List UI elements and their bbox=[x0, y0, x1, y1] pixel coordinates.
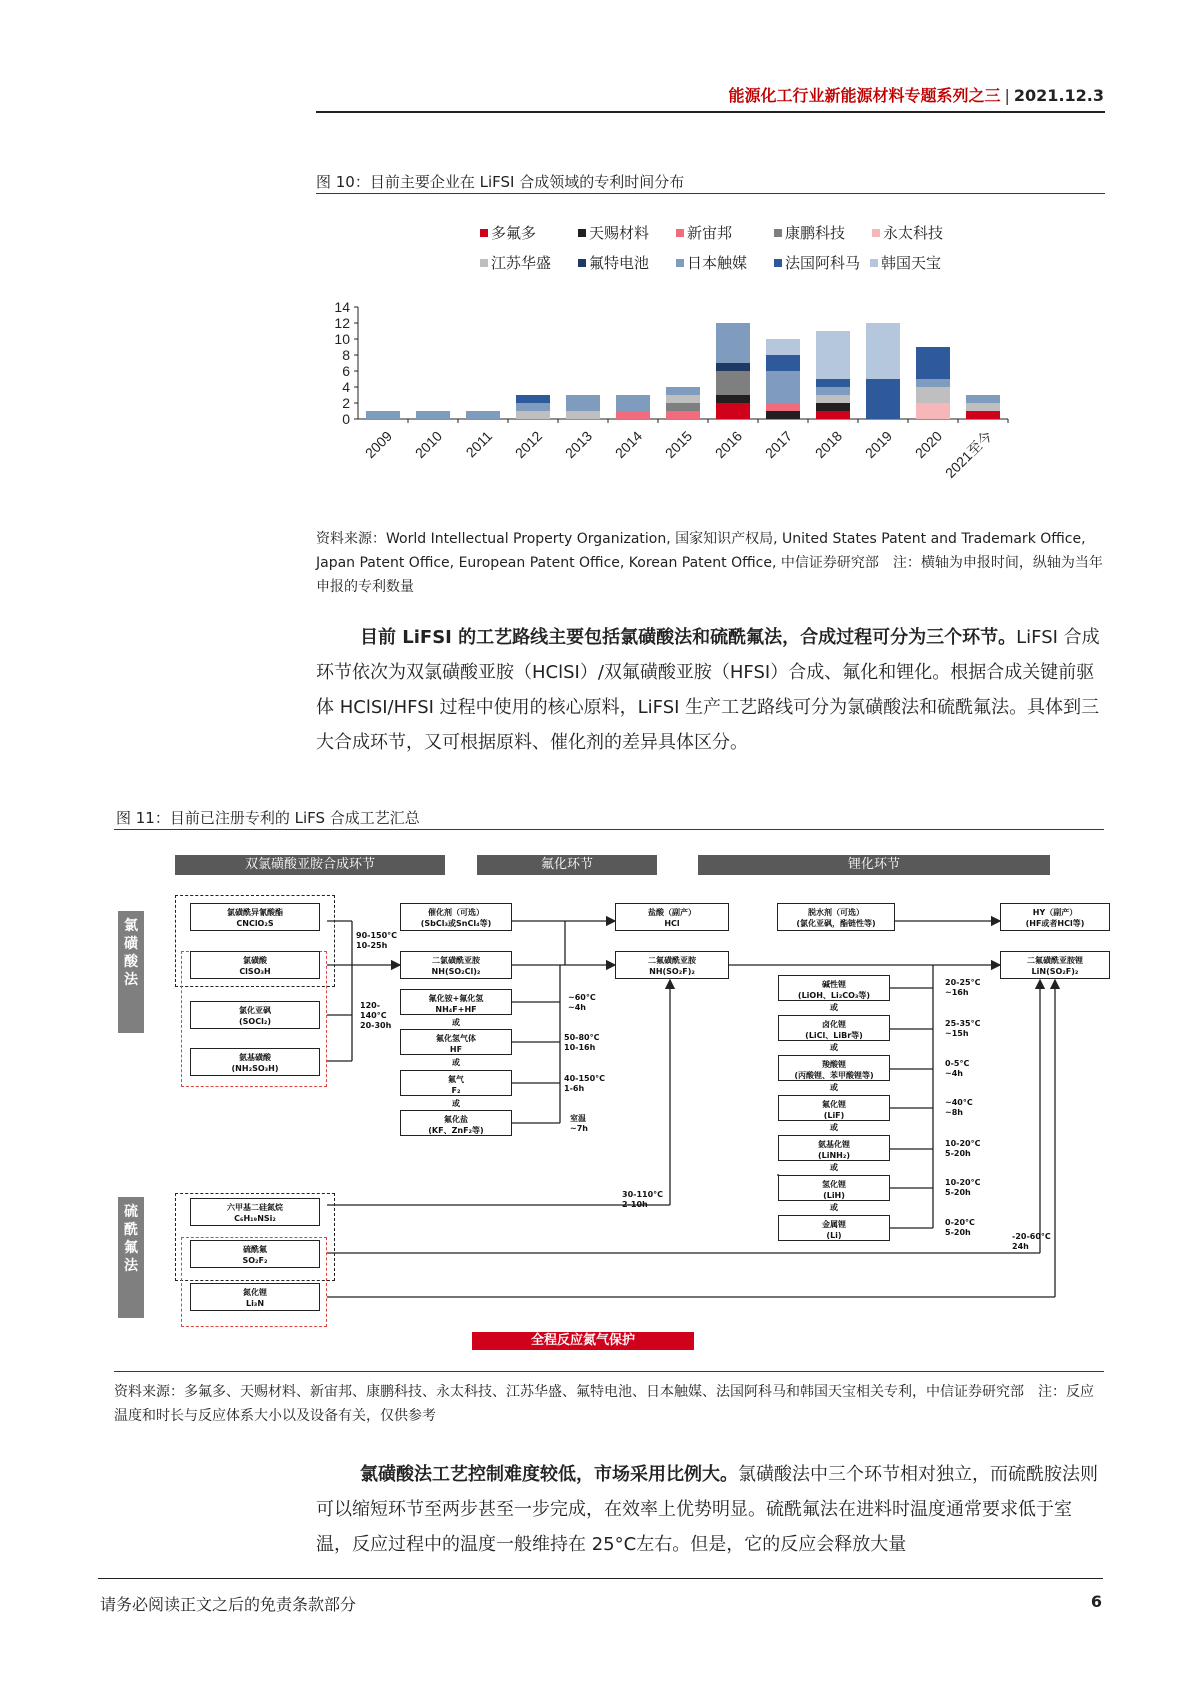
or-label: 或 bbox=[830, 1163, 838, 1172]
condition-temp: 25-35°C bbox=[945, 1019, 981, 1028]
box-li3n-formula: Li₃N bbox=[245, 1299, 265, 1308]
condition-time: 10-16h bbox=[564, 1043, 596, 1052]
footer-disclaimer: 请务必阅读正文之后的免责条款部分 bbox=[100, 1595, 357, 1614]
y-tick-label: 12 bbox=[334, 315, 350, 331]
condition-time: ~4h bbox=[568, 1003, 586, 1012]
box-lioh-name: 碱性锂 bbox=[822, 980, 846, 989]
x-tick-label: 2016 bbox=[711, 427, 746, 462]
box-lif-name: 氟化锂 bbox=[822, 1100, 846, 1109]
box-li-formula: (Li) bbox=[826, 1231, 842, 1240]
box-socl2-formula: (SOCl₂) bbox=[239, 1017, 271, 1026]
figure10-source: 资料来源：World Intellectual Property Organization, 国家知识产权局, United States Patent and Trademark Office, Japan Patent Office, European Patent Office, Korean Patent Office, 中信证券研究部 注：横轴为申报时间，纵轴为当年申报的专利数量 bbox=[316, 531, 1103, 595]
box-hmds bbox=[190, 1198, 320, 1226]
box-hf-formula: HF bbox=[449, 1045, 463, 1054]
condition-label bbox=[945, 1178, 980, 1198]
condition-label bbox=[360, 1001, 391, 1031]
box-f2-formula: F₂ bbox=[451, 1086, 461, 1095]
or-label: 或 bbox=[830, 1123, 838, 1132]
box-carboxylate-name: 羧酸锂 bbox=[822, 1060, 846, 1069]
condition-label bbox=[564, 1033, 599, 1053]
condition-label bbox=[945, 1098, 973, 1118]
box-hy-formula: (HF或者HCl等) bbox=[1025, 919, 1085, 928]
box-linh2 bbox=[778, 1135, 890, 1161]
condition-time: 20-30h bbox=[360, 1021, 392, 1030]
box-li bbox=[778, 1215, 890, 1241]
x-tick-label: 2018 bbox=[811, 427, 846, 462]
box-cnclo2s-name: 氯磺酰异氰酸酯 bbox=[227, 908, 283, 917]
box-nh4f bbox=[400, 989, 512, 1015]
or-label: 或 bbox=[830, 1203, 838, 1212]
page-number: 6 bbox=[1090, 1592, 1102, 1611]
box-li3n bbox=[190, 1283, 320, 1311]
condition-temp: 0-20°C bbox=[945, 1218, 975, 1227]
box-lih-name: 氢化锂 bbox=[822, 1180, 846, 1189]
stage-bar-lithiation: 锂化环节 bbox=[698, 855, 1050, 875]
legend-label: 新宙邦 bbox=[687, 224, 733, 242]
condition-time: 10-25h bbox=[356, 941, 388, 950]
box-lif-formula: (LiF) bbox=[823, 1111, 845, 1120]
box-hmds-formula: C₆H₁₉NSi₂ bbox=[234, 1214, 276, 1223]
x-tick-label: 2017 bbox=[761, 427, 796, 462]
condition-label bbox=[570, 1114, 588, 1134]
y-tick-label: 8 bbox=[342, 347, 350, 363]
legend-label: 永太科技 bbox=[883, 224, 944, 242]
box-socl2 bbox=[190, 1001, 320, 1029]
box-lih-formula: (LiH) bbox=[823, 1191, 845, 1200]
legend-label: 法国阿科马 bbox=[785, 254, 861, 272]
legend-label: 江苏华盛 bbox=[491, 254, 552, 272]
or-label: 或 bbox=[830, 1043, 838, 1052]
stage-bar-fluorination: 氟化环节 bbox=[477, 855, 657, 875]
box-dehydrant-formula: (氯化亚砜，酯链性等) bbox=[796, 919, 876, 928]
condition-temp: 0-5°C bbox=[945, 1059, 970, 1068]
box-lioh-formula: (LiOH、Li₂CO₃等) bbox=[797, 991, 871, 1000]
figure11-bottom-rule bbox=[114, 1371, 1104, 1372]
stage-bar-synthesis: 双氯磺酸亚胺合成环节 bbox=[175, 855, 445, 875]
box-hy bbox=[1000, 903, 1110, 931]
condition-label bbox=[622, 1190, 663, 1210]
condition-temp: 室温 bbox=[570, 1114, 586, 1123]
y-tick-label: 0 bbox=[342, 411, 350, 427]
box-hfsi-name: 二氟磺酰亚胺 bbox=[648, 956, 696, 965]
condition-label bbox=[564, 1074, 605, 1094]
legend-label: 氟特电池 bbox=[589, 254, 650, 272]
box-catalyst bbox=[400, 903, 512, 931]
box-so2f2-formula: SO₂F₂ bbox=[242, 1256, 268, 1265]
box-clso3h bbox=[190, 951, 320, 979]
condition-time: 1-6h bbox=[564, 1084, 585, 1093]
x-tick-label: 2015 bbox=[661, 427, 696, 462]
legend-label: 天赐材料 bbox=[589, 224, 650, 242]
condition-temp: 10-20°C bbox=[945, 1139, 981, 1148]
x-tick-label: 2012 bbox=[511, 427, 546, 462]
y-tick-label: 4 bbox=[342, 379, 350, 395]
x-tick-label: 2014 bbox=[611, 427, 646, 462]
or-label: 或 bbox=[830, 1003, 838, 1012]
condition-temp: -20-60°C bbox=[1012, 1232, 1051, 1241]
condition-time: ~15h bbox=[945, 1029, 969, 1038]
paragraph-2-lead: 氯磺酸法工艺控制难度较低，市场采用比例大。 bbox=[360, 1464, 738, 1485]
box-lioh bbox=[778, 975, 890, 1001]
figure10-title: 图 10：目前主要企业在 LiFSI 合成领域的专利时间分布 bbox=[316, 173, 685, 191]
box-carboxylate-formula: (丙酸锂、苯甲酸锂等) bbox=[794, 1071, 874, 1080]
box-hclsi-formula: NH(SO₂Cl)₂ bbox=[431, 967, 481, 976]
condition-temp: 20-25°C bbox=[945, 978, 981, 987]
paragraph-1-lead: 目前 LiFSI 的工艺路线主要包括氯磺酸法和硫酰氟法，合成过程可分为三个环节。 bbox=[360, 627, 1017, 648]
or-label: 或 bbox=[452, 1099, 460, 1108]
box-hmds-name: 六甲基二硅氮烷 bbox=[227, 1203, 283, 1212]
legend-label: 日本触媒 bbox=[687, 254, 748, 272]
condition-time: 5-20h bbox=[945, 1149, 971, 1158]
condition-time: 24h bbox=[1012, 1242, 1029, 1251]
box-catalyst-name: 催化剂（可选） bbox=[428, 908, 484, 917]
box-hf bbox=[400, 1029, 512, 1055]
condition-temp: 120- bbox=[360, 1001, 381, 1010]
box-hfsi bbox=[615, 951, 729, 979]
condition-label bbox=[1012, 1232, 1051, 1252]
box-nh2so3h bbox=[190, 1048, 320, 1076]
figure11-title: 图 11：目前已注册专利的 LiFS 合成工艺汇总 bbox=[116, 809, 420, 827]
box-nh2so3h-formula: (NH₂SO₃H) bbox=[231, 1064, 279, 1073]
box-nh4f-formula: NH₄F+HF bbox=[435, 1005, 477, 1014]
footer-rule bbox=[98, 1578, 1103, 1579]
box-kf-formula: (KF、ZnF₂等) bbox=[428, 1126, 484, 1135]
x-tick-label: 2009 bbox=[361, 427, 396, 462]
side-label-sulfuryl-fluoride: 硫酰氟法 bbox=[118, 1197, 144, 1318]
box-dehydrant bbox=[777, 903, 895, 931]
condition-temp-2: 140°C bbox=[360, 1011, 387, 1020]
side-label-chlorosulfonic: 氯磺酸法 bbox=[118, 911, 144, 1033]
box-hy-name: HY（副产） bbox=[1032, 908, 1078, 917]
y-tick-label: 2 bbox=[342, 395, 350, 411]
condition-label bbox=[945, 1059, 969, 1079]
box-f2 bbox=[400, 1070, 512, 1096]
report-title: 能源化工行业新能源材料专题系列之三 bbox=[728, 86, 1001, 105]
condition-temp: ~60°C bbox=[568, 993, 596, 1002]
x-tick-label: 2020 bbox=[911, 427, 946, 462]
x-tick-label: 2011 bbox=[462, 427, 496, 461]
condition-time: ~8h bbox=[945, 1108, 963, 1117]
x-tick-label: 2019 bbox=[861, 427, 896, 462]
legend-label: 韩国天宝 bbox=[881, 254, 942, 272]
report-date: 2021.12.3 bbox=[1013, 86, 1104, 105]
box-hfsi-formula: NH(SO₂F)₂ bbox=[649, 967, 695, 976]
condition-time: ~4h bbox=[945, 1069, 963, 1078]
legend-label: 多氟多 bbox=[491, 224, 537, 242]
condition-label bbox=[945, 978, 980, 998]
box-licl-name: 卤化锂 bbox=[822, 1020, 846, 1029]
condition-temp: 40-150°C bbox=[564, 1074, 606, 1083]
or-label: 或 bbox=[452, 1058, 460, 1067]
condition-time: ~7h bbox=[570, 1124, 588, 1133]
box-socl2-name: 氯化亚砜 bbox=[239, 1006, 271, 1015]
box-cnclo2s-formula: CNClO₂S bbox=[236, 919, 274, 928]
condition-label bbox=[945, 1218, 975, 1238]
box-hclsi-name: 二氯磺酰亚胺 bbox=[432, 956, 480, 965]
condition-time: 5-20h bbox=[945, 1228, 971, 1237]
condition-time: 2-10h bbox=[622, 1200, 648, 1209]
condition-temp: 50-80°C bbox=[564, 1033, 600, 1042]
box-hcl-formula: HCl bbox=[664, 919, 680, 928]
box-kf bbox=[400, 1110, 512, 1136]
paragraph-2-body: 氯磺酸法中三个环节相对独立，而硫酰胺法则可以缩短环节至两步甚至一步完成，在效率上优势明显。硫酰氟法在进料时温度通常要求低于室温，反应过程中的温度一般维持在 25°C左右。但是，它的反应会释放大量 bbox=[316, 1464, 1098, 1555]
box-li-name: 金属锂 bbox=[822, 1220, 846, 1229]
box-hcl-name: 盐酸（副产） bbox=[648, 908, 696, 917]
nitrogen-protection-bar: 全程反应氮气保护 bbox=[472, 1332, 694, 1350]
box-nh4f-name: 氟化铵+氟化氢 bbox=[428, 994, 484, 1003]
box-licl-formula: (LiCl、LiBr等) bbox=[805, 1031, 863, 1040]
or-label: 或 bbox=[830, 1083, 838, 1092]
box-linh2-formula: (LiNH₂) bbox=[817, 1151, 851, 1160]
condition-label bbox=[568, 993, 596, 1013]
box-kf-name: 氟化盐 bbox=[444, 1115, 468, 1124]
condition-label bbox=[945, 1019, 980, 1039]
y-tick-label: 14 bbox=[334, 299, 350, 315]
y-tick-label: 6 bbox=[342, 363, 350, 379]
box-f2-name: 氟气 bbox=[448, 1075, 464, 1084]
condition-temp: 30-110°C bbox=[622, 1190, 664, 1199]
condition-time: ~16h bbox=[945, 988, 969, 997]
box-cnclo2s bbox=[190, 903, 320, 931]
box-lif bbox=[778, 1095, 890, 1121]
box-catalyst-formula: (SbCl₃或SnCl₄等) bbox=[420, 919, 492, 928]
x-tick-label: 2010 bbox=[411, 427, 446, 462]
box-li3n-name: 氮化锂 bbox=[243, 1288, 267, 1297]
box-hf-name: 氟化氢气体 bbox=[436, 1034, 476, 1043]
x-tick-label: 2013 bbox=[561, 427, 596, 462]
box-dehydrant-name: 脱水剂（可选） bbox=[808, 908, 864, 917]
figure11-source: 资料来源：多氟多、天赐材料、新宙邦、康鹏科技、永太科技、江苏华盛、氟特电池、日本触媒、法国阿科马和韩国天宝相关专利，中信证券研究部 注：反应温度和时长与反应体系大小以及设备有关，仅供参考 bbox=[114, 1384, 1094, 1424]
paragraph-1-body: LiFSI 合成环节依次为双氯磺酸亚胺（HClSI）/双氟磺酸亚胺（HFSI）合成、氟化和锂化。根据合成关键前驱体 HClSI/HFSI 过程中使用的核心原料，LiFSI 生产工艺路线可分为氯磺酸法和硫酰氟法。具体到三大合成环节，又可根据原料、催化剂的差异具体区分。 bbox=[316, 627, 1100, 753]
y-tick-label: 10 bbox=[334, 331, 350, 347]
or-label: 或 bbox=[452, 1018, 460, 1027]
condition-label bbox=[356, 931, 397, 951]
condition-temp: ~40°C bbox=[945, 1098, 973, 1107]
condition-label bbox=[945, 1139, 980, 1159]
box-clso3h-name: 氯磺酸 bbox=[243, 956, 267, 965]
box-lifsi-formula: LiN(SO₂F)₂ bbox=[1031, 967, 1079, 976]
box-hcl bbox=[615, 903, 729, 931]
condition-temp: 90-150°C bbox=[356, 931, 398, 940]
box-lifsi bbox=[1000, 951, 1110, 979]
x-tick-label: 2021至今 bbox=[941, 427, 996, 481]
condition-time: 5-20h bbox=[945, 1188, 971, 1197]
box-hclsi bbox=[400, 951, 512, 979]
box-lifsi-name: 二氟磺酰亚胺锂 bbox=[1027, 956, 1083, 965]
box-so2f2-name: 硫酰氟 bbox=[243, 1245, 267, 1254]
box-licl bbox=[778, 1015, 890, 1041]
box-clso3h-formula: ClSO₃H bbox=[239, 967, 271, 976]
legend-label: 康鹏科技 bbox=[785, 224, 846, 242]
box-linh2-name: 氨基化锂 bbox=[818, 1140, 850, 1149]
box-lih bbox=[778, 1175, 890, 1201]
box-nh2so3h-name: 氨基磺酸 bbox=[239, 1053, 271, 1062]
header-separator: | bbox=[1004, 86, 1010, 105]
condition-temp: 10-20°C bbox=[945, 1178, 981, 1187]
box-carboxylate bbox=[778, 1055, 890, 1081]
box-so2f2 bbox=[190, 1240, 320, 1268]
paragraph-2 bbox=[316, 1457, 1106, 1562]
